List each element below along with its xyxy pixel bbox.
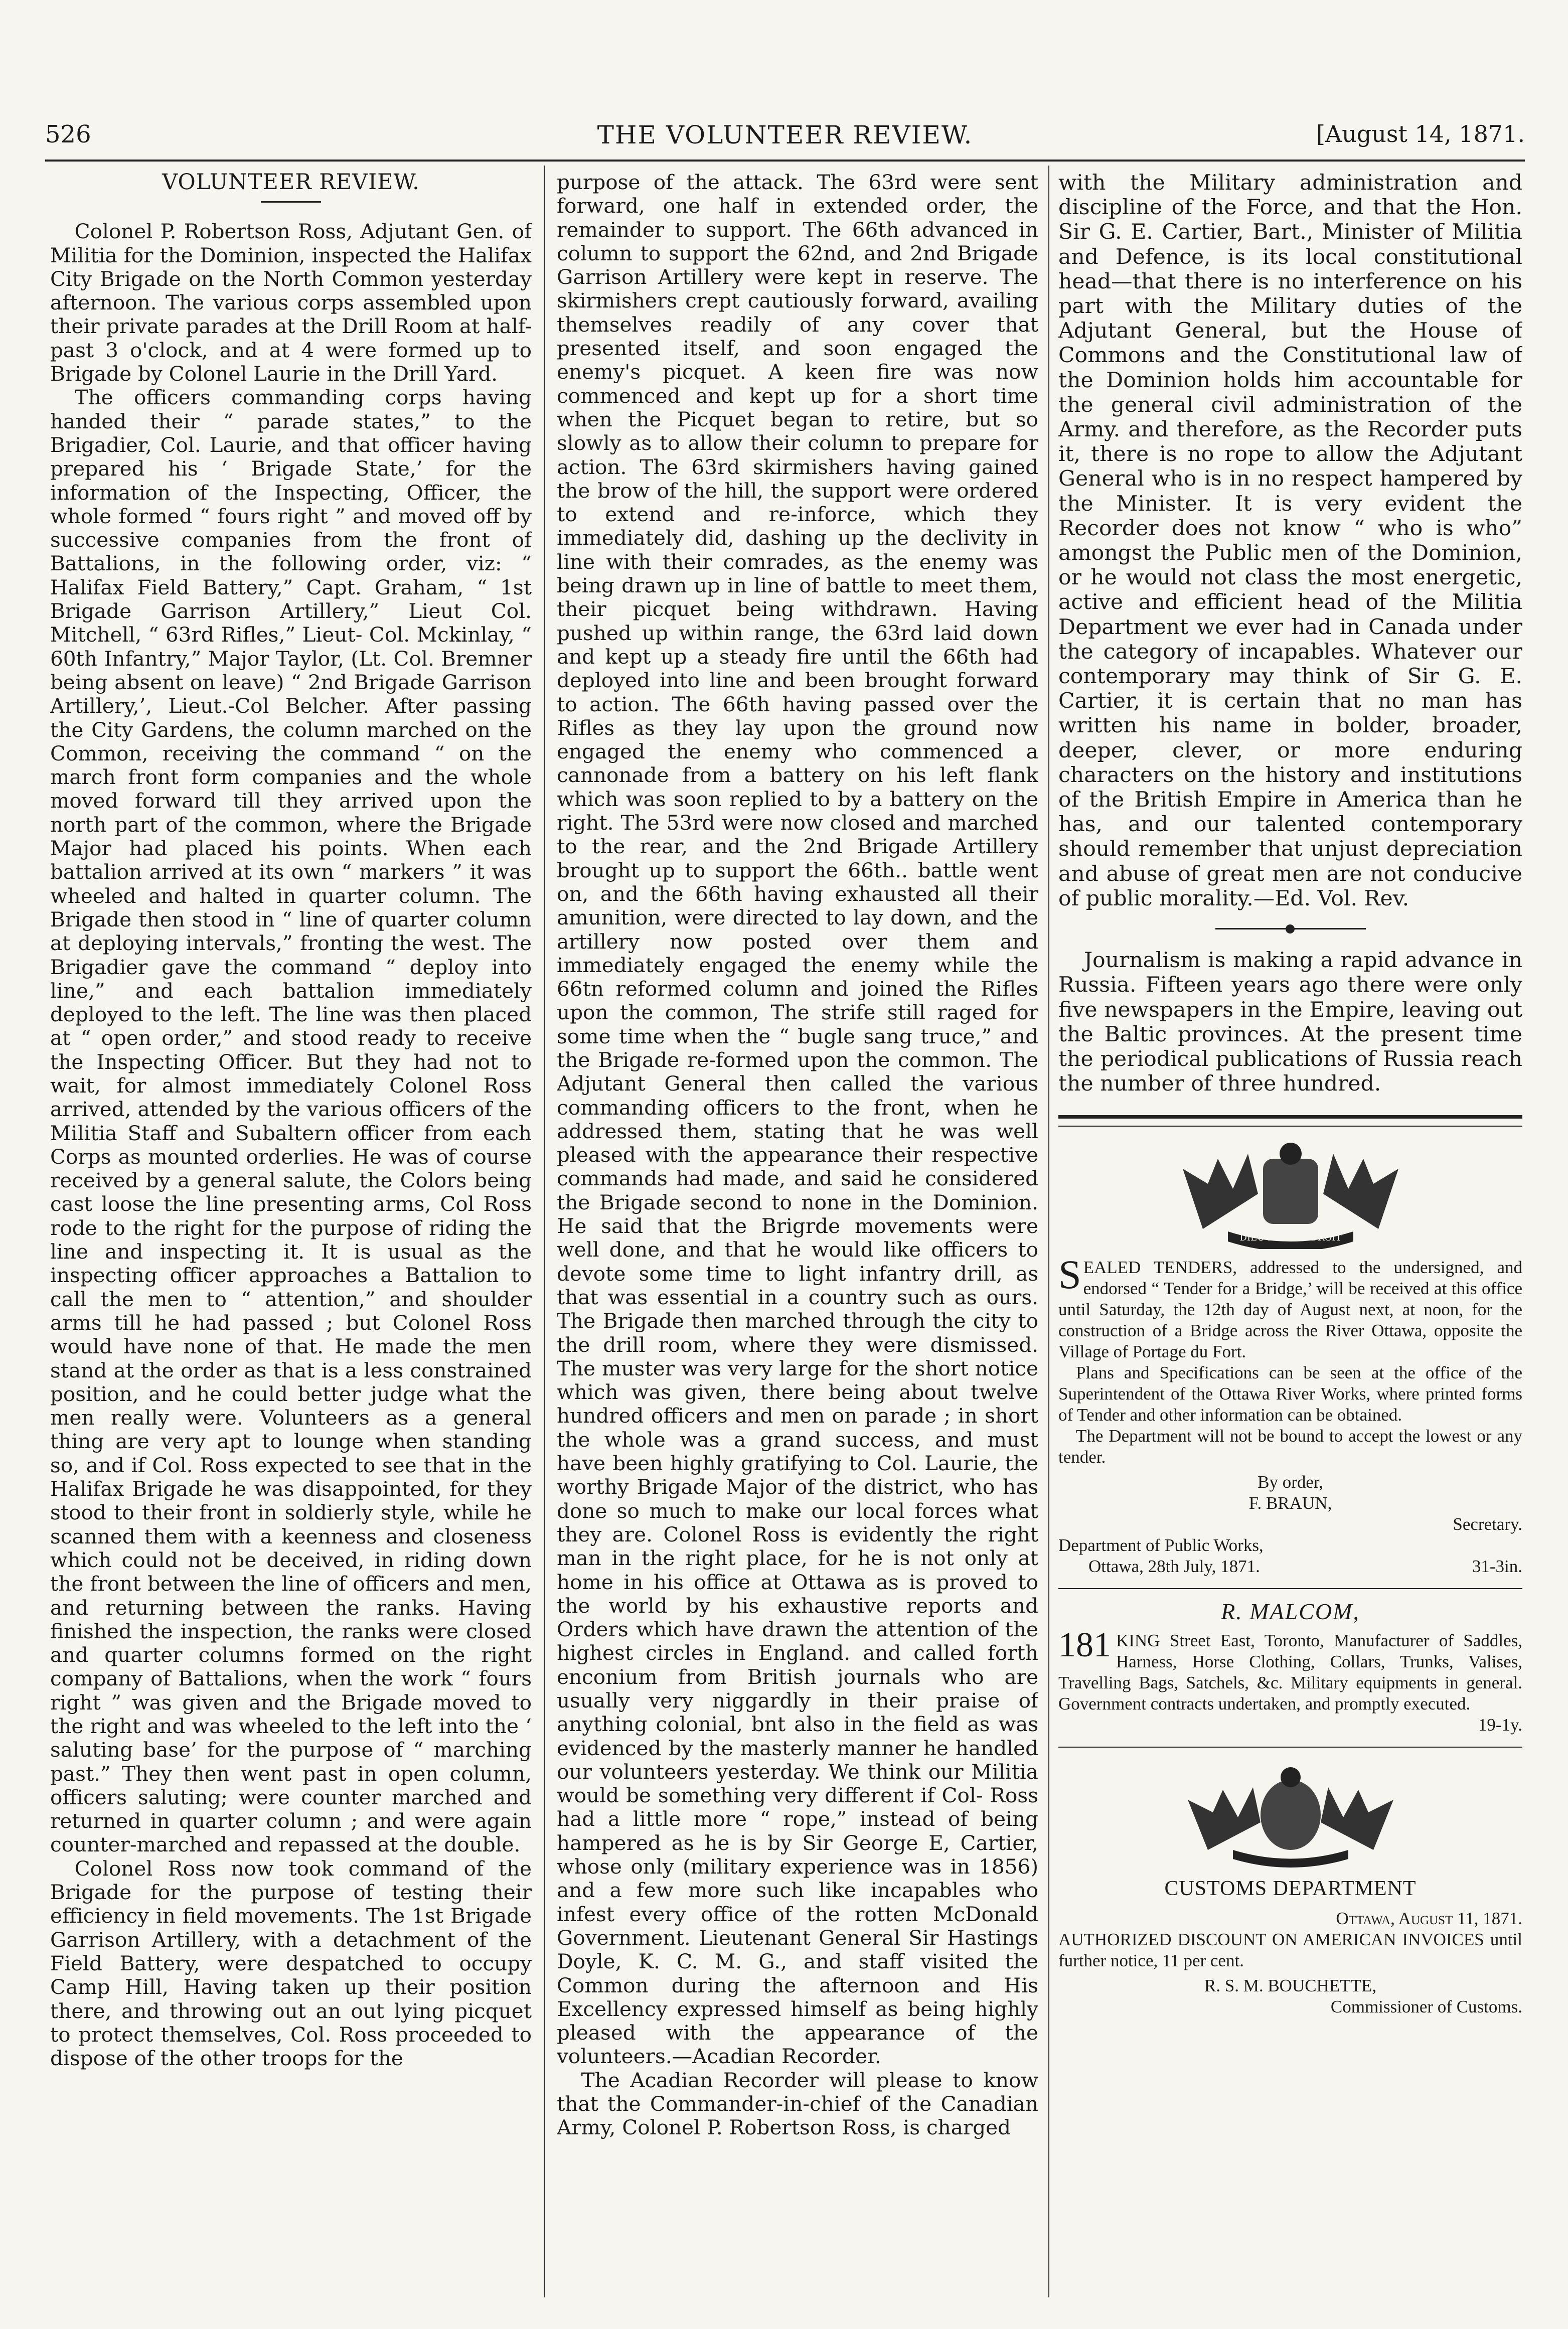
- customs-advert: [1058, 1760, 1522, 2017]
- department: Department of Public Works,: [1058, 1535, 1264, 1556]
- column-divider: [1048, 166, 1049, 2297]
- tender-plans: Plans and Specifications can be seen at the office of the Superintendent of the Ottawa River Works, where printed forms of Tender and other information can be obtained.: [1058, 1363, 1522, 1425]
- article-paragraph: purpose of the attack. The 63rd were sent forward, one half in extended order, the remainder to support. The 66th advanced in column to support the 62nd, and 2nd Brigade Garrison Artillery were kept in reserve. The skirmishers crept cautiously forward, availing themselves readily of any cover that presented itself, and soon engaged the enemy's picquet. A keen fire was now commenced and kept up for a short time when the Picquet began to retire, but so slowly as to allow their column to prepare for action. The 63rd skirmishers having gained the brow of the hill, the support were ordered to extend and re-inforce, which they immediately did, dashing up the declivity in line with their comrades, as the enemy was being drawn up in line of battle to meet them, their picquet being withdrawn. Having pushed up within range, the 63rd laid down and kept up a steady fire until the 66th had deployed into line and been brought forward to action. The 66th having passed over the Rifles as they lay upon the ground now engaged the enemy who commenced a cannonade from a battery on his left flank which was soon replied to by a battery on the right. The 53rd were now closed and marched to the rear, and the 2nd Brigade Artillery brought up to support the 66th.. battle went on, and the 66th having exhausted all their amunition, were directed to lay down, and the artillery now posted over them and immediately engaged the enemy while the 66tn reformed column and joined the Rifles upon the common, The strife still raged for some time when the “ bugle sang truce,” and the Brigade re-formed upon the common. The Adjutant General then called the various commanding officers to the front, when he addressed them, stating that he was well pleased with the appearance their respective commands had made, and said he considered the Brigade second to none in the Dominion. He said that the Brigrde movements were well done, and that he would like officers to devote some time to light infantry drill, as that was essential in a country such as ours. The Brigade then marched through the city to the drill room, where they were dismissed. The muster was very large for the short notice which was given, there being about twelve hundred officers and men on parade ; in short the whole was a grand success, and must have been highly gratifying to Col. Laurie, the worthy Brigade Major of the district, who has done so much to make our local forces what they are. Colonel Ross is evidently the right man in the right place, for he is not only at home in his office at Ottawa as is proved to the world by his exhaustive reports and Orders which have drawn the attention of the highest circles in England. and called forth enconium from British journals who are usually very niggardly in their praise of anything colonial, bnt also in the field as was evidenced by the masterly manner he handled our volunteers yesterday. We think our Militia would be something very different if Col- Ross had a little more “ rope,” instead of being hampered as he is by Sir George E, Cartier, whose only (military experience was in 1856) and a few more such like incapables who infest every office of the rotten McDonald Government. Lieutenant General Sir Hastings Doyle, K. C. M. G., and staff visited the Common during the afternoon and His Excellency expressed himself as being highly pleased with the appearance of the volunteers.—Acadian Recorder.: [557, 171, 1038, 2069]
- malcom-body: [1058, 1626, 1522, 1715]
- tender-body: SEALED TENDERS, addressed to the undersigned, and endorsed “ Tender for a Bridge,’ will be received at this office until Saturday, the 12th day of August next, at noon, for the construction of a Bridge across the River Ottawa, opposite the Village of Portage du Fort.: [1058, 1252, 1522, 1362]
- malcom-code: 19-1y.: [1478, 1715, 1522, 1735]
- column-3: [1058, 171, 1522, 2292]
- newspaper-title: THE VOLUNTEER REVIEW.: [597, 120, 973, 149]
- coat-of-arms-icon: [1173, 1760, 1408, 1870]
- customs-body: AUTHORIZED DISCOUNT ON AMERICAN INVOICES until further notice, 11 per cent.: [1058, 1930, 1522, 1971]
- journalism-paragraph: Journalism is making a rapid advance in Russia. Fifteen years ago there were only five newspapers in the Empire, leaving out the Baltic provinces. At the present time the periodical publications of Russia reach the number of three hundred.: [1058, 948, 1522, 1097]
- tender-footer: [1058, 1556, 1522, 1577]
- street-number: 181: [1058, 1626, 1111, 1665]
- page-number: 526: [45, 120, 91, 148]
- malcom-text: KING Street East, Toronto, Manufacturer of Saddles, Harness, Horse Clothing, Collars, Trunks, Valises, Travelling Bags, Satchels, &c. Military equipments in general. Government contracts undertaken, and promptly executed.: [1058, 1631, 1522, 1714]
- article-paragraph: Colonel P. Robertson Ross, Adjutant Gen. of Militia for the Dominion, inspected the Halifax City Brigade on the North Common yesterday afternoon. The various corps assembled upon their private parades at the Drill Room at half-past 3 o'clock, and at 4 were formed up to Brigade by Colonel Laurie in the Drill Yard.: [50, 219, 532, 386]
- issue-date: [August 14, 1871.: [1316, 120, 1525, 147]
- page-header: [45, 120, 1525, 161]
- advert-rule: [1058, 1115, 1522, 1119]
- article-paragraph: with the Military administration and discipline of the Force, and that the Hon. Sir G. E. Cartier, Bart., Minister of Militia and Defence, is its local constitutional head—that there is no interference on his part with the Military duties of the Adjutant General, but the House of Commons and the Constitutional law of the Dominion holds him accountable for the general civil administration of the Army. and therefore, as the Recorder puts it, there is no rope to allow the Adjutant General who is in no respect hampered by the Minister. It is very evident the Recorder does not know “ who is who” amongst the Public men of the Dominion, or he would not class the most energetic, active and efficient head of the Militia Department we ever had in Canada under the category of incapables. Whatever our contemporary may think of Sir G. E. Cartier, it is certain that no man has written his name in bolder, broader, deeper, clever, or more enduring characters on the history and institutions of the British Empire in America than he has, and our talented contemporary should remember that unjust depreciation and abuse of great men are not conducive of public morality.—Ed. Vol. Rev.: [1058, 171, 1522, 911]
- signer-title: Secretary.: [1453, 1514, 1522, 1534]
- malcom-advert: [1058, 1601, 1522, 1736]
- article-paragraph: The officers commanding corps having handed their “ parade states,” to the Brigadier, Col. Laurie, and that officer having prepared his ‘ Brigade State,’ for the information of the Inspecting, Officer, the whole formed “ fours right ” and moved off by successive companies from the front of Battalions, in the following order, viz: “ Halifax Field Battery,” Capt. Graham, “ 1st Brigade Garrison Artillery,” Lieut Col. Mitchell, “ 63rd Rifles,” Lieut- Col. Mckinlay, “ 60th Infantry,” Major Taylor, (Lt. Col. Bremner being absent on leave) “ 2nd Brigade Garrison Artillery,’, Lieut.-Col Belcher. After passing the City Gardens, the column marched on the Common, receiving the command “ on the march front form companies and the whole moved forward till they arrived upon the north part of the common, where the Brigade Major had placed his points. When each battalion arrived at its own “ markers ” it was wheeled and halted in quarter column. The Brigade then stood in “ line of quarter column at deploying intervals,” fronting the west. The Brigadier gave the command “ deploy into line,” and each battalion immediately deployed to the left. The line was then placed at “ open order,” and stood ready to receive the Inspecting Officer. But they had not to wait, for almost immediately Colonel Ross arrived, attended by the various officers of the Militia Staff and Subaltern officer from each Corps as mounted orderlies. He was of course received by a general salute, the Colors being cast loose the line presenting arms, Col Ross rode to the right for the purpose of riding the line and inspecting it. It is usual as the inspecting officer approaches a Battalion to call the men to “ attention,” and shoulder arms till he had passed ; but Colonel Ross would have none of that. He made the men stand at the order as that is a less constrained position, and he could better judge what the men really were. Volunteers as a general thing are very apt to lounge when standing so, and if Col. Ross expected to see that in the Halifax Brigade he was disappointed, for they stood to their front in soldierly style, while he scanned them with a keenness and closeness which could not be deceived, in riding down the front between the line of officers and men, and returning between the ranks. Having finished the inspection, the ranks were closed and quarter columns formed on the right company of Battalions, when the work “ fours right ” was given and the Brigade moved to the right and was wheeled to the left into the ‘ saluting base’ for the purpose of “ marching past.” They then went past in open column, officers saluting; were counter marched and returned in quarter column ; and were again counter-marched and repassed at the double.: [50, 385, 532, 1857]
- customs-signer-title: Commissioner of Customs.: [1330, 1997, 1522, 2017]
- title-rule: [261, 201, 321, 203]
- tender-code: 31-3in.: [1472, 1557, 1522, 1577]
- tender-note: The Department will not be bound to accept the lowest or any tender.: [1058, 1426, 1522, 1467]
- column-1: [50, 171, 532, 2292]
- customs-signer: R. S. M. BOUCHETTE,: [1204, 1976, 1377, 1996]
- customs-heading: CUSTOMS DEPARTMENT: [1164, 1877, 1417, 1901]
- article-title: VOLUNTEER REVIEW.: [162, 171, 420, 195]
- article-paragraph: The Acadian Recorder will please to know that the Commander-in-chief of the Canadian Army, Colonel P. Robertson Ross, is charged: [557, 2068, 1038, 2140]
- coat-of-arms-icon: [1173, 1139, 1408, 1249]
- customs-dateline: Ottawa, August 11, 1871.: [1336, 1909, 1522, 1929]
- article-paragraph: Colonel Ross now took command of the Brigade for the purpose of testing their efficiency in field movements. The 1st Brigade Garrison Artillery, with a detachment of the Field Battery, were despatched to occupy Camp Hill, Having taken up their position there, and throwing out an out lying picquet to protect themselves, Col. Ross proceeded to dispose of the other troops for the: [50, 1856, 532, 2071]
- tender-dateline: Ottawa, 28th July, 1871.: [1088, 1557, 1260, 1577]
- advert-rule: [1058, 1747, 1522, 1748]
- header-rule: [45, 160, 1525, 162]
- advert-rule: [1058, 1126, 1522, 1127]
- motto-ribbon: DIEU ET MON DROIT: [1239, 1232, 1341, 1244]
- tender-advert: [1058, 1139, 1522, 1577]
- signer-name: F. BRAUN,: [1248, 1493, 1332, 1513]
- column-2: [557, 171, 1038, 2292]
- advert-rule: [1058, 1588, 1522, 1589]
- column-divider: [544, 166, 545, 2297]
- malcom-title: R. MALCOM,: [1221, 1599, 1360, 1625]
- ornament-separator: [1215, 928, 1366, 933]
- by-order: By order,: [1258, 1472, 1323, 1492]
